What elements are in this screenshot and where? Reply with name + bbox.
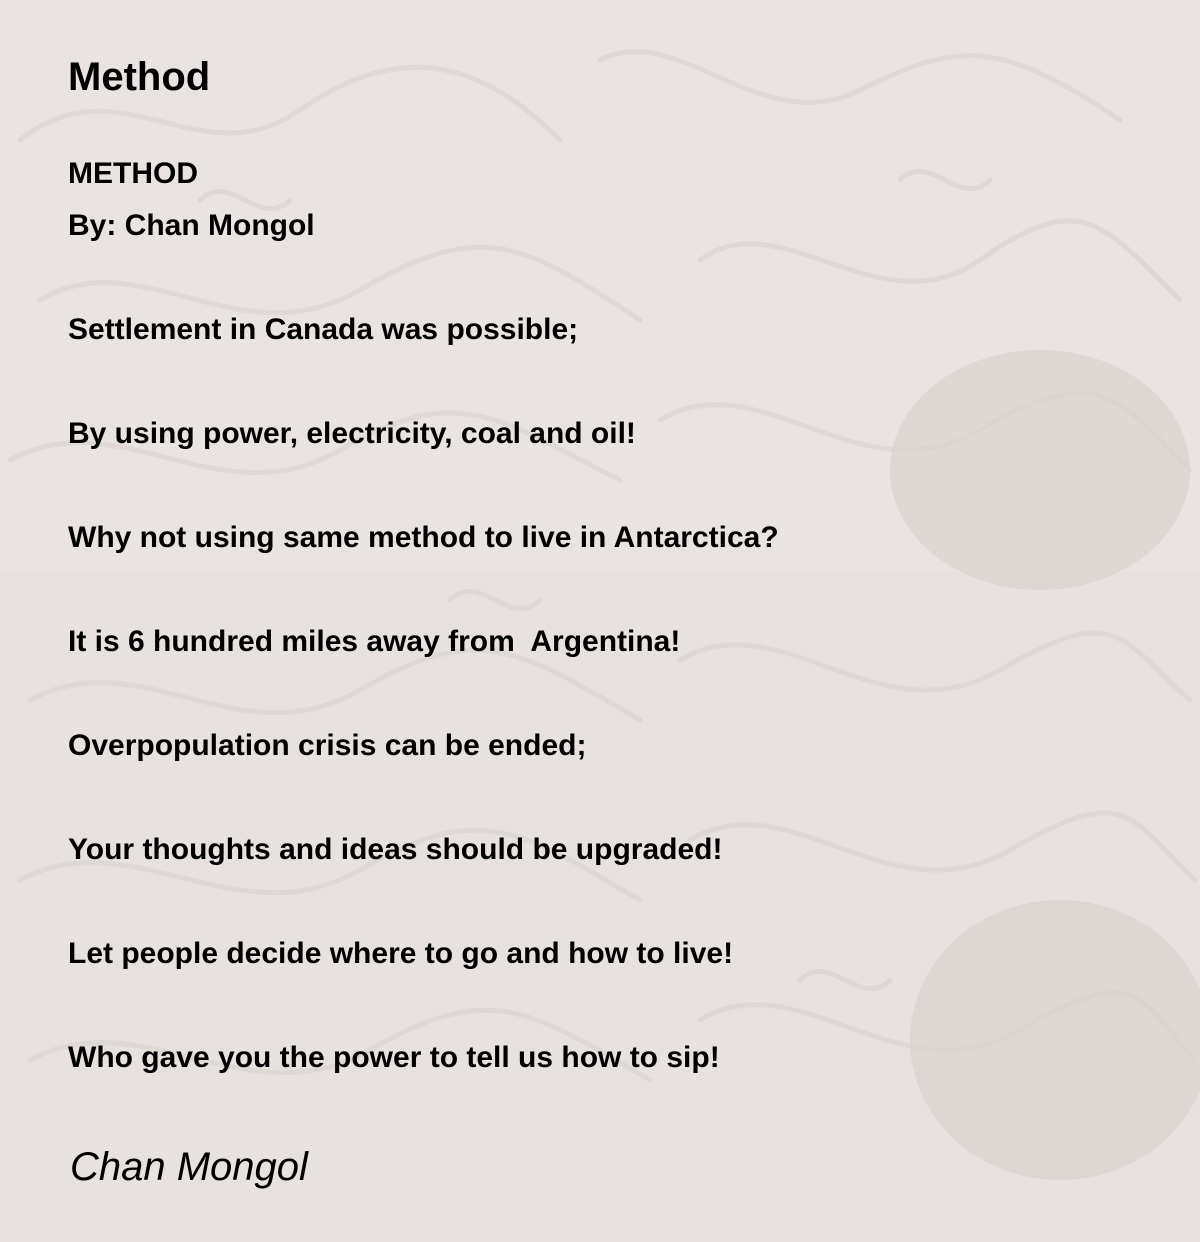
poem-line: By using power, electricity, coal and oil!: [68, 417, 636, 450]
poem-line: Your thoughts and ideas should be upgraded!: [68, 833, 723, 866]
poem-line: Overpopulation crisis can be ended;: [68, 729, 587, 762]
page-title: Method: [68, 55, 211, 99]
poem-line: Why not using same method to live in Antarctica?: [68, 521, 779, 554]
poem-line: Settlement in Canada was possible;: [68, 313, 579, 346]
author-signature: Chan Mongol: [70, 1145, 308, 1189]
poem-line: It is 6 hundred miles away from Argentina!: [68, 625, 681, 658]
poem-line: Who gave you the power to tell us how to sip!: [68, 1041, 720, 1074]
poem-heading: METHOD: [68, 157, 198, 190]
poem-line: Let people decide where to go and how to live!: [68, 937, 734, 970]
poem-byline: By: Chan Mongol: [68, 209, 315, 242]
